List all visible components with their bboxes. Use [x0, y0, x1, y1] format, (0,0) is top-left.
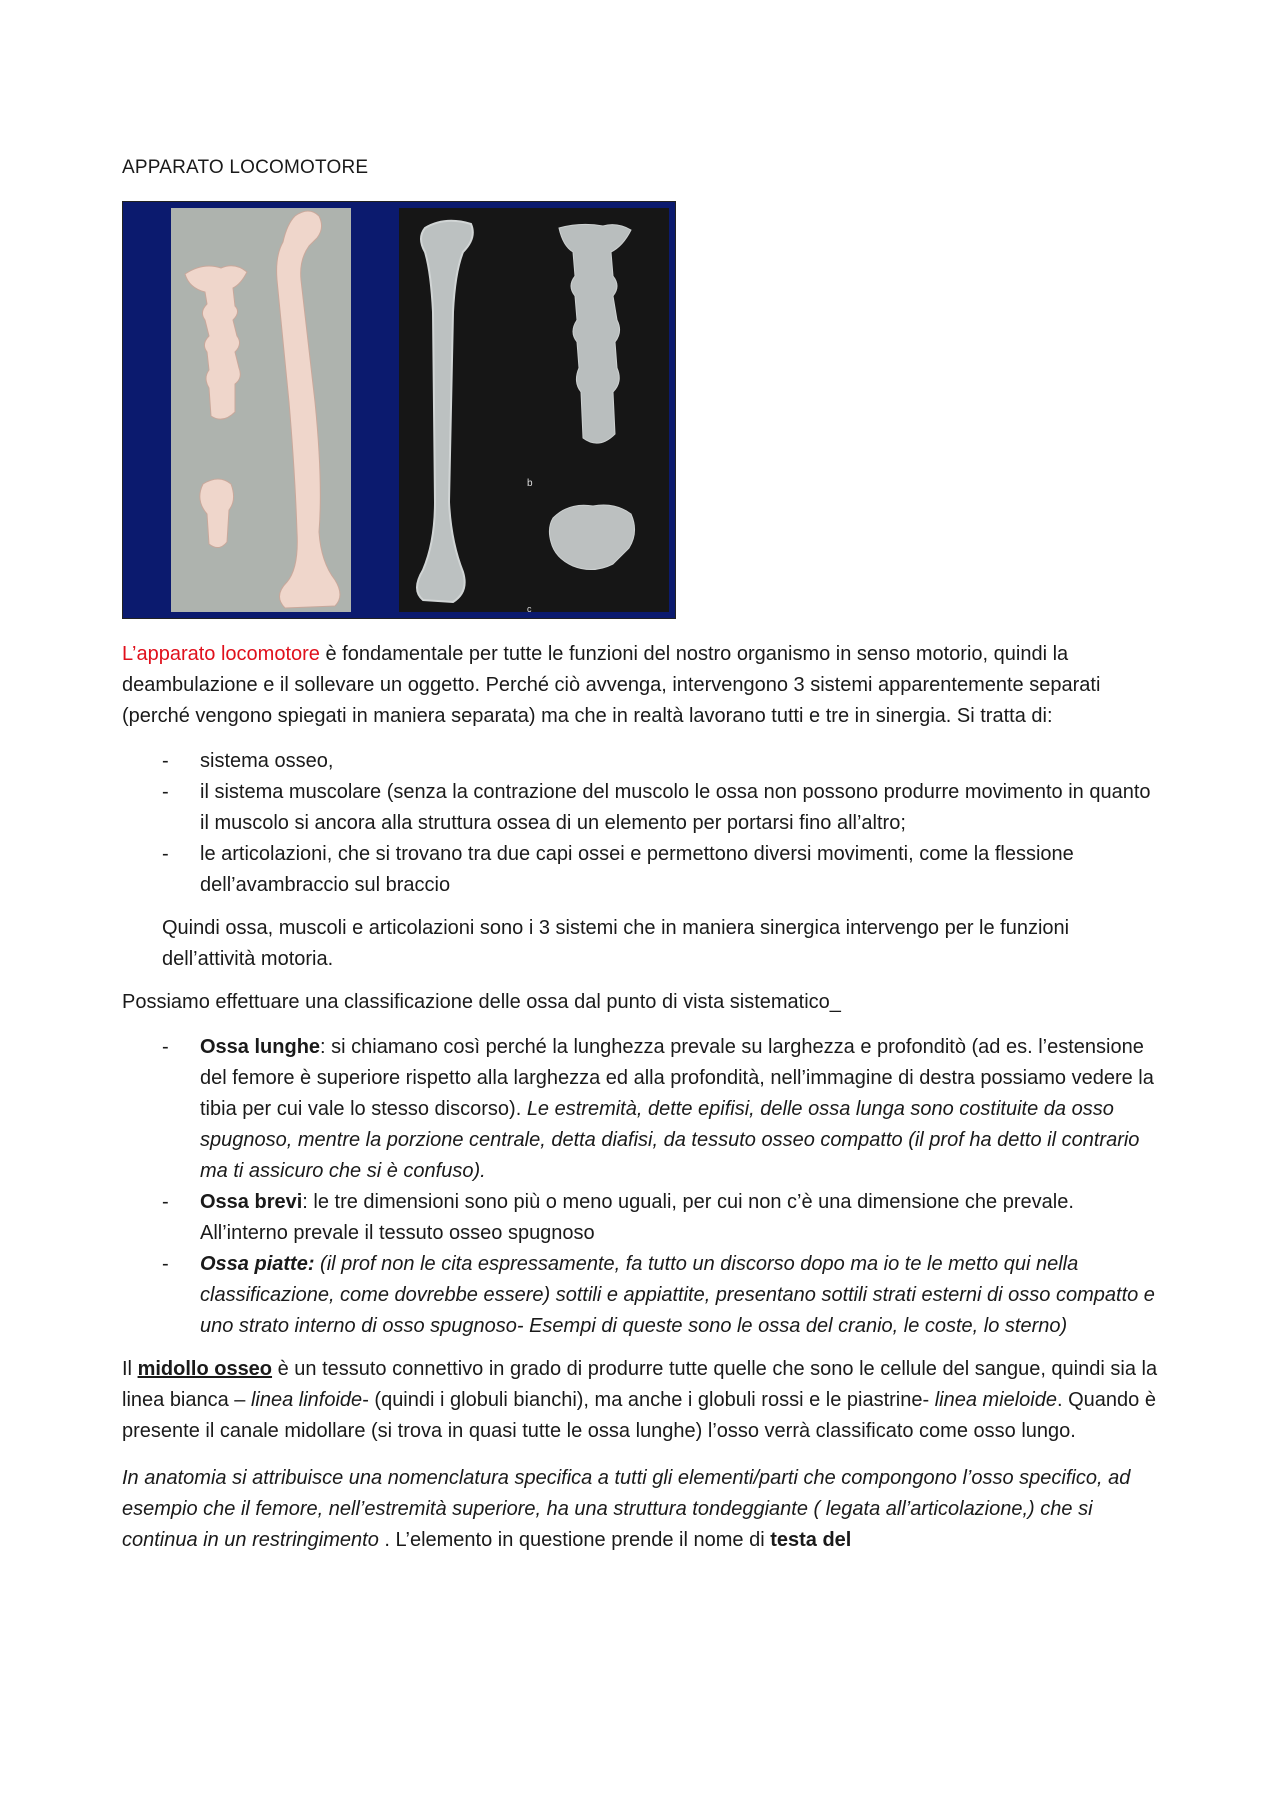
- systems-list: [122, 746, 1162, 901]
- list-item-short-bones: [122, 1187, 1162, 1249]
- flat-bones-italic: (il prof non le cita espressamente, fa tutto un discorso dopo ma io te le metto qui nella classificazione, come dovrebbe essere) sottili e appiattite, presentano sottili strati esterni di osso compatto e uno strato interno di osso spugnoso- Esempi di queste sono le ossa del cranio, le coste, lo sterno): [200, 1253, 1155, 1337]
- marrow-italic-2: linea mieloide: [934, 1389, 1057, 1411]
- intro-text: è fondamentale per tutte le funzioni del nostro organismo in senso motorio, quindi la deambulazione e il sollevare un oggetto. Perché ciò avvenga, intervengono 3 sistemi apparentemente separati (perché vengono spiegati in maniera separata) ma che in realtà lavorano tutti e tre in sinergia. Si tratta di:: [122, 643, 1101, 727]
- anatomy-text: . L’elemento in questione prende il nome di: [378, 1529, 771, 1551]
- anatomy-bold: testa del: [770, 1529, 852, 1551]
- xray-label-b: b: [527, 478, 533, 489]
- list-item: - il sistema muscolare (senza la contrazione del muscolo le ossa non possono produrre movimento in quanto il muscolo si ancora alla struttura ossea di un elemento per portarsi fino all’altro;: [122, 777, 1162, 839]
- long-bones-italic: Le estremità, dette epifisi, delle ossa lunga sono costituite da osso spugnoso, mentre la porzione centrale, detta diafisi, da tessuto osseo compatto (il prof ha detto il contrario ma ti assicuro che si è confuso).: [200, 1098, 1140, 1182]
- flat-bones-term: Ossa piatte:: [200, 1253, 315, 1275]
- marrow-lead: Il: [122, 1358, 138, 1380]
- short-bones-text: : le tre dimensioni sono più o meno uguali, per cui non c’è una dimensione che prevale. All’interno prevale il tessuto osseo spugnoso: [200, 1191, 1074, 1244]
- intro-paragraph: [122, 639, 1162, 732]
- marrow-italic-1: linea linfoide: [250, 1389, 363, 1411]
- long-bones-text: : si chiamano così perché la lunghezza prevale su larghezza e profonditò (ad es. l’estensione del femore è superiore rispetto alla larghezza ed alla profondità, nell’immagine di destra possiamo vedere la tibia per cui vale lo stesso discorso).: [200, 1036, 1154, 1120]
- list-item-long-bones: [122, 1032, 1162, 1187]
- list-item: - le articolazioni, che si trovano tra due capi ossei e permettono diversi movimenti, come la flessione dell’avambraccio sul braccio: [122, 839, 1162, 901]
- marrow-text-2: - (quindi i globuli bianchi), ma anche i globuli rossi e le piastrine-: [362, 1389, 935, 1411]
- bone-comparison-image: [122, 201, 676, 619]
- list-item: - sistema osseo,: [122, 746, 1162, 777]
- xray-label-c: c: [527, 604, 532, 614]
- marrow-term: midollo osseo: [137, 1358, 273, 1380]
- short-bones-term: Ossa brevi: [200, 1191, 303, 1213]
- marrow-text-3: . Quando è presente il canale midollare (si trova in quasi tutte le ossa lunghe) l’osso verrà classificato come osso lungo.: [122, 1389, 1156, 1442]
- document-title: APPARATO LOCOMOTORE: [122, 157, 369, 178]
- long-bones-term: Ossa lunghe: [200, 1036, 321, 1058]
- marrow-paragraph: [122, 1354, 1162, 1447]
- anatomy-italic: In anatomia si attribuisce una nomenclatura specifica a tutti gli elementi/parti che compongono l’osso specifico, ad esempio che il femore, nell’estremità superiore, ha una struttura tondeggiante ( legata all’articolazione,) che si continua in un restringimento: [122, 1467, 1131, 1551]
- intro-highlight: L’apparato locomotore: [122, 643, 320, 665]
- list-item-flat-bones: [122, 1249, 1162, 1342]
- classification-intro: Possiamo effettuare una classificazione delle ossa dal punto di vista sistematico_: [122, 991, 841, 1013]
- bone-illustration: [123, 202, 675, 618]
- bone-types-list: [122, 1032, 1162, 1342]
- marrow-text-1: è un tessuto connettivo in grado di produrre tutte quelle che sono le cellule del sangue, quindi sia la linea bianca –: [122, 1358, 1158, 1411]
- document-body: [122, 152, 1162, 1566]
- anatomy-paragraph: [122, 1463, 1162, 1556]
- systems-summary: Quindi ossa, muscoli e articolazioni sono i 3 sistemi che in maniera sinergica intervengo per le funzioni dell’attività motoria.: [162, 917, 1070, 970]
